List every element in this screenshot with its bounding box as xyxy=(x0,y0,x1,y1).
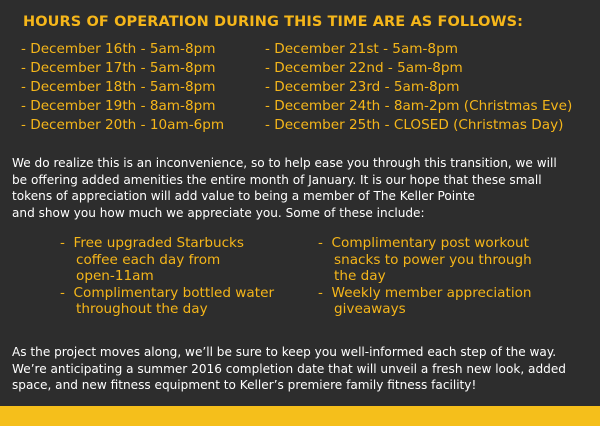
amenities-list xyxy=(60,235,576,318)
dates-list xyxy=(21,40,591,135)
amenities-left-column xyxy=(60,235,318,318)
intro-line: and show you how much we appreciate you. Some of these include: xyxy=(12,205,425,220)
date-item: - December 19th - 8am-8pm xyxy=(21,98,216,114)
intro-line: be offering added amenities the entire month of January. It is our hope that these small xyxy=(12,172,542,187)
outro-line: As the project moves along, we’ll be sure to keep you well-informed each step of the way. xyxy=(12,345,557,359)
date-item: - December 16th - 5am-8pm xyxy=(21,41,216,57)
intro-line: tokens of appreciation will add value to being a member of The Keller Pointe xyxy=(12,189,475,203)
amenity-item: - Complimentary bottled water throughout the day xyxy=(60,284,275,317)
date-item: - December 18th - 5am-8pm xyxy=(21,79,216,95)
date-item: - December 24th - 8am-2pm (Christmas Eve) xyxy=(265,98,573,114)
outro-line: We’re anticipating a summer 2016 completion date that will unveil a fresh new look, added xyxy=(12,361,566,376)
date-item: - December 21st - 5am-8pm xyxy=(265,41,458,57)
dates-right-column xyxy=(265,40,572,135)
amenity-item: - Complimentary post workout snacks to power you through the day xyxy=(318,235,532,284)
footer-accent-bar xyxy=(0,406,600,426)
amenities-right-column xyxy=(318,235,576,318)
date-item: - December 22nd - 5am-8pm xyxy=(265,60,463,76)
intro-line: We do realize this is an inconvenience, so to help ease you through this transition, we will xyxy=(12,156,557,170)
date-item: - December 17th - 5am-8pm xyxy=(21,60,216,76)
outro-paragraph xyxy=(12,344,598,394)
dates-left-column xyxy=(21,40,265,135)
outro-line: space, and new fitness equipment to Keller’s premiere family fitness facility! xyxy=(12,378,477,392)
intro-paragraph xyxy=(12,155,592,221)
date-item: - December 23rd - 5am-8pm xyxy=(265,79,460,95)
amenity-item: - Weekly member appreciation giveaways xyxy=(318,284,532,317)
date-item: - December 20th - 10am-6pm xyxy=(21,117,225,133)
amenity-item: - Free upgraded Starbucks coffee each day from open-11am xyxy=(60,235,244,284)
date-item: - December 25th - CLOSED (Christmas Day) xyxy=(265,117,564,133)
hours-heading: HOURS OF OPERATION DURING THIS TIME ARE AS FOLLOWS: xyxy=(23,14,524,30)
